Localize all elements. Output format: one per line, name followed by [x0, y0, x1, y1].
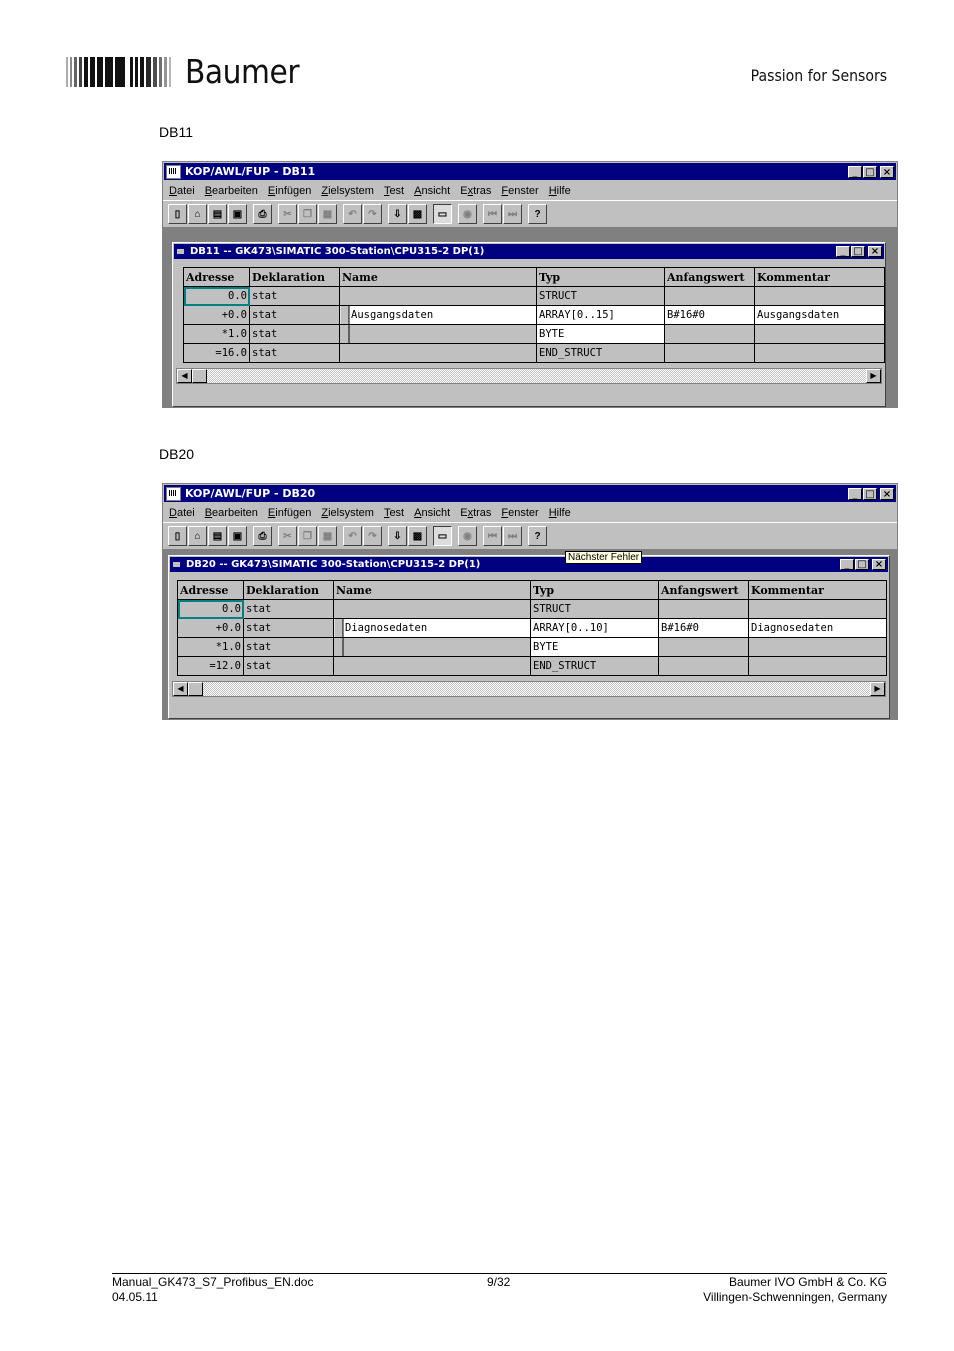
online-button[interactable]	[433, 204, 452, 224]
minimize-button[interactable]: _	[848, 488, 862, 500]
copy-icon: ❐	[303, 208, 312, 220]
menu-item-rest: atei	[176, 184, 195, 197]
cell-typ[interactable]: ARRAY[0..10]	[531, 619, 659, 638]
monitor-icon: ▩	[412, 208, 423, 220]
cell-adresse[interactable]: 0.0	[178, 600, 244, 619]
column-header[interactable]: Kommentar	[749, 581, 887, 600]
menubar	[163, 503, 897, 522]
footer-date: 04.05.11	[112, 1290, 158, 1304]
scroll-thumb[interactable]	[188, 682, 203, 696]
table-row	[178, 600, 887, 619]
menu-item[interactable]	[169, 185, 195, 197]
toolbar	[163, 522, 897, 550]
menu-item-accel: T	[383, 506, 390, 519]
menu-item-rest: infügen	[275, 184, 312, 197]
cell-name[interactable]	[334, 657, 531, 676]
column-header[interactable]: Deklaration	[244, 581, 334, 600]
cut-button[interactable]	[278, 204, 297, 224]
cell-name[interactable]	[340, 287, 537, 306]
cell-adresse[interactable]: 0.0	[184, 287, 250, 306]
open-icon: ⌂	[194, 530, 201, 542]
cell-deklaration[interactable]: stat	[250, 325, 340, 344]
menu-item[interactable]	[268, 507, 311, 519]
tooltip: Nächster Fehler	[565, 551, 642, 564]
menu-item-accel: T	[383, 184, 390, 197]
menu-item-rest: ielsystem	[328, 184, 374, 197]
cell-typ[interactable]: BYTE	[531, 638, 659, 657]
network-button[interactable]	[208, 526, 227, 546]
horizontal-scrollbar[interactable]	[172, 681, 886, 697]
close-button[interactable]: ×	[880, 166, 894, 178]
cut-icon: ✂	[283, 208, 292, 220]
scroll-right-button[interactable]	[866, 369, 881, 383]
cell-deklaration[interactable]: stat	[250, 306, 340, 325]
menu-item-accel: F	[501, 506, 509, 519]
db-editor-title: DB11 -- GK473\SIMATIC 300-Station\CPU315-2 DP(1)	[190, 246, 485, 257]
cell-anfangswert[interactable]	[659, 657, 749, 676]
help-icon: ?	[534, 208, 541, 220]
footer-page: 9/32	[487, 1275, 511, 1289]
menu-item[interactable]	[205, 507, 258, 519]
cell-kommentar[interactable]	[749, 600, 887, 619]
menu-item-rest: ilfe	[556, 506, 571, 519]
brand-name: Baumer	[185, 52, 300, 91]
prev-error-icon: ⏮	[488, 208, 497, 220]
column-header[interactable]: Typ	[537, 268, 665, 287]
copy-button[interactable]	[298, 526, 317, 546]
redo-icon: ↷	[368, 208, 377, 220]
column-header[interactable]: Adresse	[184, 268, 250, 287]
column-header[interactable]: Deklaration	[250, 268, 340, 287]
app-titlebar[interactable]	[164, 485, 896, 502]
cell-kommentar[interactable]: Ausgangsdaten	[755, 306, 885, 325]
download-icon: ⇩	[393, 530, 402, 542]
child-window-icon[interactable]	[177, 249, 184, 254]
save-button[interactable]	[228, 204, 247, 224]
maximize-button[interactable]: □	[863, 488, 877, 500]
cut-button[interactable]	[278, 526, 297, 546]
menu-item-accel: H	[548, 506, 557, 519]
table-row	[184, 287, 885, 306]
cell-typ[interactable]: ARRAY[0..15]	[537, 306, 665, 325]
footer-filename: Manual_GK473_S7_Profibus_EN.doc	[112, 1275, 314, 1289]
cell-kommentar[interactable]	[755, 287, 885, 306]
db-editor-titlebar[interactable]	[170, 557, 888, 572]
menu-item[interactable]	[549, 507, 571, 519]
cut-icon: ✂	[283, 530, 292, 542]
cell-anfangswert[interactable]: B#16#0	[665, 306, 755, 325]
menu-item[interactable]	[460, 185, 491, 197]
copy-icon: ❐	[303, 530, 312, 542]
menu-item[interactable]	[414, 185, 450, 197]
cell-anfangswert[interactable]	[665, 344, 755, 363]
download-button[interactable]	[388, 526, 407, 546]
open-icon: ⌂	[194, 208, 201, 220]
app-window	[162, 161, 898, 408]
db-editor-window	[172, 242, 886, 407]
menu-item[interactable]	[501, 507, 538, 519]
save-icon: ▣	[232, 208, 243, 220]
menu-item-accel: B	[204, 506, 213, 519]
footer-right	[703, 1275, 887, 1305]
new-button[interactable]	[168, 526, 187, 546]
menu-item-rest: enster	[508, 506, 539, 519]
menu-item[interactable]	[384, 185, 404, 197]
cell-name[interactable]: Diagnosedaten	[334, 619, 531, 638]
menu-item-rest: nsicht	[421, 506, 451, 519]
child-minimize-button[interactable]: _	[840, 559, 854, 570]
network-button[interactable]	[208, 204, 227, 224]
undo-button[interactable]	[343, 204, 362, 224]
menu-item[interactable]	[384, 507, 404, 519]
online-icon: ▭	[437, 208, 448, 220]
cell-kommentar[interactable]	[755, 325, 885, 344]
table-row	[184, 325, 885, 344]
help-button[interactable]	[528, 526, 547, 546]
print-icon: ⎙	[258, 208, 267, 220]
declaration-table	[177, 580, 887, 676]
watch-icon: ◉	[463, 208, 472, 220]
menu-item-rest: infügen	[275, 506, 312, 519]
cell-kommentar[interactable]: Diagnosedaten	[749, 619, 887, 638]
menu-item-rest: ielsystem	[328, 506, 374, 519]
scroll-left-button[interactable]	[173, 682, 188, 696]
cell-deklaration[interactable]: stat	[244, 619, 334, 638]
menu-item[interactable]	[460, 507, 491, 519]
next-error-icon: ⏭	[508, 208, 517, 220]
cell-typ[interactable]: BYTE	[537, 325, 665, 344]
table-row	[184, 306, 885, 325]
paste-icon: ▦	[322, 530, 333, 542]
menu-item-accel: F	[501, 184, 509, 197]
online-button[interactable]	[433, 526, 452, 546]
cell-name[interactable]: Ausgangsdaten	[340, 306, 537, 325]
table-row	[178, 619, 887, 638]
mdi-client-area	[163, 550, 897, 719]
db-editor-titlebar[interactable]	[174, 244, 884, 259]
cell-name[interactable]	[334, 600, 531, 619]
child-close-button[interactable]: ×	[872, 559, 886, 570]
monitor-button[interactable]	[408, 526, 427, 546]
monitor-button[interactable]	[408, 204, 427, 224]
menu-item-rest: earbeiten	[212, 184, 258, 197]
menubar	[163, 181, 897, 200]
paste-button[interactable]	[318, 204, 337, 224]
menu-item-rest: nsicht	[421, 184, 451, 197]
cell-adresse[interactable]: =12.0	[178, 657, 244, 676]
undo-icon: ↶	[348, 208, 357, 220]
cell-deklaration[interactable]: stat	[244, 657, 334, 676]
menu-item-accel: B	[204, 184, 213, 197]
scroll-thumb[interactable]	[192, 369, 207, 383]
online-icon: ▭	[437, 530, 448, 542]
menu-item-rest: est	[389, 184, 405, 197]
cell-kommentar[interactable]	[749, 657, 887, 676]
column-header[interactable]: Anfangswert	[659, 581, 749, 600]
column-header[interactable]: Name	[340, 268, 537, 287]
prev-error-icon: ⏮	[488, 530, 497, 542]
cell-kommentar[interactable]	[749, 638, 887, 657]
close-button[interactable]: ×	[880, 488, 894, 500]
menu-item-accel: x	[467, 506, 474, 519]
cell-typ[interactable]: END_STRUCT	[531, 657, 659, 676]
cell-adresse[interactable]: =16.0	[184, 344, 250, 363]
next-error-button[interactable]	[503, 526, 522, 546]
toolbar	[163, 200, 897, 228]
cell-anfangswert[interactable]	[665, 287, 755, 306]
menu-item-accel: Z	[321, 184, 329, 197]
logo-mark-icon	[66, 57, 171, 87]
next-error-icon: ⏭	[508, 530, 517, 542]
footer-left	[112, 1275, 313, 1305]
db-editor-window	[168, 555, 890, 719]
menu-item[interactable]	[549, 185, 571, 197]
menu-item-accel: Z	[321, 506, 329, 519]
menu-item-rest: tras	[473, 184, 492, 197]
menu-item-accel: D	[169, 506, 177, 519]
child-maximize-button[interactable]: □	[855, 559, 869, 570]
section-label: DB11	[159, 124, 193, 140]
watch-button[interactable]	[458, 204, 477, 224]
print-icon: ⎙	[258, 530, 267, 542]
menu-item-accel: x	[467, 184, 474, 197]
next-error-button[interactable]	[503, 204, 522, 224]
app-icon[interactable]	[166, 165, 181, 179]
print-button[interactable]	[253, 204, 272, 224]
redo-button[interactable]	[363, 526, 382, 546]
declaration-table	[183, 267, 885, 363]
menu-item-rest: enster	[508, 184, 539, 197]
network-icon: ▤	[212, 530, 223, 542]
footer-company: Baumer IVO GmbH & Co. KG	[728, 1275, 887, 1289]
network-icon: ▤	[212, 208, 223, 220]
arrow-right-icon: ▶	[870, 371, 877, 380]
menu-item-accel: A	[414, 184, 422, 197]
menu-item[interactable]	[321, 185, 374, 197]
app-icon[interactable]	[166, 487, 181, 501]
footer-divider	[112, 1273, 887, 1274]
cell-name[interactable]	[340, 325, 537, 344]
table-row	[184, 344, 885, 363]
section-label: DB20	[159, 446, 195, 462]
cell-anfangswert[interactable]: B#16#0	[659, 619, 749, 638]
child-minimize-button[interactable]: _	[836, 246, 850, 257]
arrow-left-icon: ◀	[177, 684, 184, 693]
cell-deklaration[interactable]: stat	[244, 600, 334, 619]
download-button[interactable]	[388, 204, 407, 224]
cell-name[interactable]	[340, 344, 537, 363]
help-icon: ?	[534, 530, 541, 542]
menu-item-rest: atei	[176, 506, 195, 519]
cell-anfangswert[interactable]	[659, 638, 749, 657]
help-button[interactable]	[528, 204, 547, 224]
cell-adresse[interactable]: +0.0	[184, 306, 250, 325]
redo-button[interactable]	[363, 204, 382, 224]
monitor-icon: ▩	[412, 530, 423, 542]
column-header[interactable]: Typ	[531, 581, 659, 600]
cell-adresse[interactable]: *1.0	[184, 325, 250, 344]
watch-button[interactable]	[458, 526, 477, 546]
mdi-client-area	[163, 228, 897, 407]
prev-error-button[interactable]	[483, 204, 502, 224]
table-row	[178, 638, 887, 657]
table-row	[178, 657, 887, 676]
column-header[interactable]: Name	[334, 581, 531, 600]
horizontal-scrollbar[interactable]	[176, 368, 882, 384]
scroll-left-button[interactable]	[177, 369, 192, 383]
cell-deklaration[interactable]: stat	[250, 344, 340, 363]
redo-icon: ↷	[368, 530, 377, 542]
menu-item[interactable]	[169, 507, 195, 519]
app-window	[162, 483, 898, 720]
app-title: KOP/AWL/FUP - DB20	[185, 487, 316, 500]
open-button[interactable]	[188, 204, 207, 224]
maximize-button[interactable]: □	[863, 166, 877, 178]
cell-deklaration[interactable]: stat	[244, 638, 334, 657]
cell-kommentar[interactable]	[755, 344, 885, 363]
menu-item[interactable]	[414, 507, 450, 519]
arrow-right-icon: ▶	[874, 684, 881, 693]
open-button[interactable]	[188, 526, 207, 546]
menu-item-accel: E	[267, 506, 276, 519]
menu-item-accel: E	[267, 184, 276, 197]
menu-item-rest: tras	[473, 506, 492, 519]
menu-item-accel: H	[548, 184, 557, 197]
baumer-logo	[66, 52, 312, 91]
app-titlebar[interactable]	[164, 163, 896, 180]
download-icon: ⇩	[393, 208, 402, 220]
copy-button[interactable]	[298, 204, 317, 224]
cell-deklaration[interactable]: stat	[250, 287, 340, 306]
db-editor-title: DB20 -- GK473\SIMATIC 300-Station\CPU315-2 DP(1)	[186, 559, 481, 570]
menu-item[interactable]	[205, 185, 258, 197]
menu-item-rest: est	[389, 506, 405, 519]
child-close-button[interactable]: ×	[868, 246, 882, 257]
cell-anfangswert[interactable]	[665, 325, 755, 344]
paste-button[interactable]	[318, 526, 337, 546]
menu-item-rest: earbeiten	[212, 506, 258, 519]
menu-item-accel: A	[414, 506, 422, 519]
cell-adresse[interactable]: +0.0	[178, 619, 244, 638]
menu-item[interactable]	[268, 185, 311, 197]
menu-item[interactable]	[501, 185, 538, 197]
undo-button[interactable]	[343, 526, 362, 546]
app-title: KOP/AWL/FUP - DB11	[185, 165, 316, 178]
new-icon: ▯	[174, 530, 181, 542]
cell-anfangswert[interactable]	[659, 600, 749, 619]
table-header-row	[184, 268, 885, 287]
column-header[interactable]: Kommentar	[755, 268, 885, 287]
minimize-button[interactable]: _	[848, 166, 862, 178]
save-icon: ▣	[232, 530, 243, 542]
cell-typ[interactable]: STRUCT	[531, 600, 659, 619]
cell-typ[interactable]: STRUCT	[537, 287, 665, 306]
save-button[interactable]	[228, 526, 247, 546]
paste-icon: ▦	[322, 208, 333, 220]
column-header[interactable]: Anfangswert	[665, 268, 755, 287]
child-maximize-button[interactable]: □	[851, 246, 865, 257]
menu-item-accel: D	[169, 184, 177, 197]
cell-adresse[interactable]: *1.0	[178, 638, 244, 657]
new-icon: ▯	[174, 208, 181, 220]
table-header-row	[178, 581, 887, 600]
child-window-icon[interactable]	[173, 562, 180, 567]
arrow-left-icon: ◀	[181, 371, 188, 380]
scroll-right-button[interactable]	[870, 682, 885, 696]
new-button[interactable]	[168, 204, 187, 224]
cell-name[interactable]	[334, 638, 531, 657]
tagline: Passion for Sensors	[750, 66, 887, 85]
cell-typ[interactable]: END_STRUCT	[537, 344, 665, 363]
footer-location: Villingen-Schwenningen, Germany	[703, 1290, 887, 1304]
print-button[interactable]	[253, 526, 272, 546]
menu-item[interactable]	[321, 507, 374, 519]
menu-item-rest: ilfe	[556, 184, 571, 197]
prev-error-button[interactable]	[483, 526, 502, 546]
watch-icon: ◉	[463, 530, 472, 542]
undo-icon: ↶	[348, 530, 357, 542]
menu-item-prefix: E	[460, 506, 468, 519]
menu-item-prefix: E	[460, 184, 468, 197]
column-header[interactable]: Adresse	[178, 581, 244, 600]
